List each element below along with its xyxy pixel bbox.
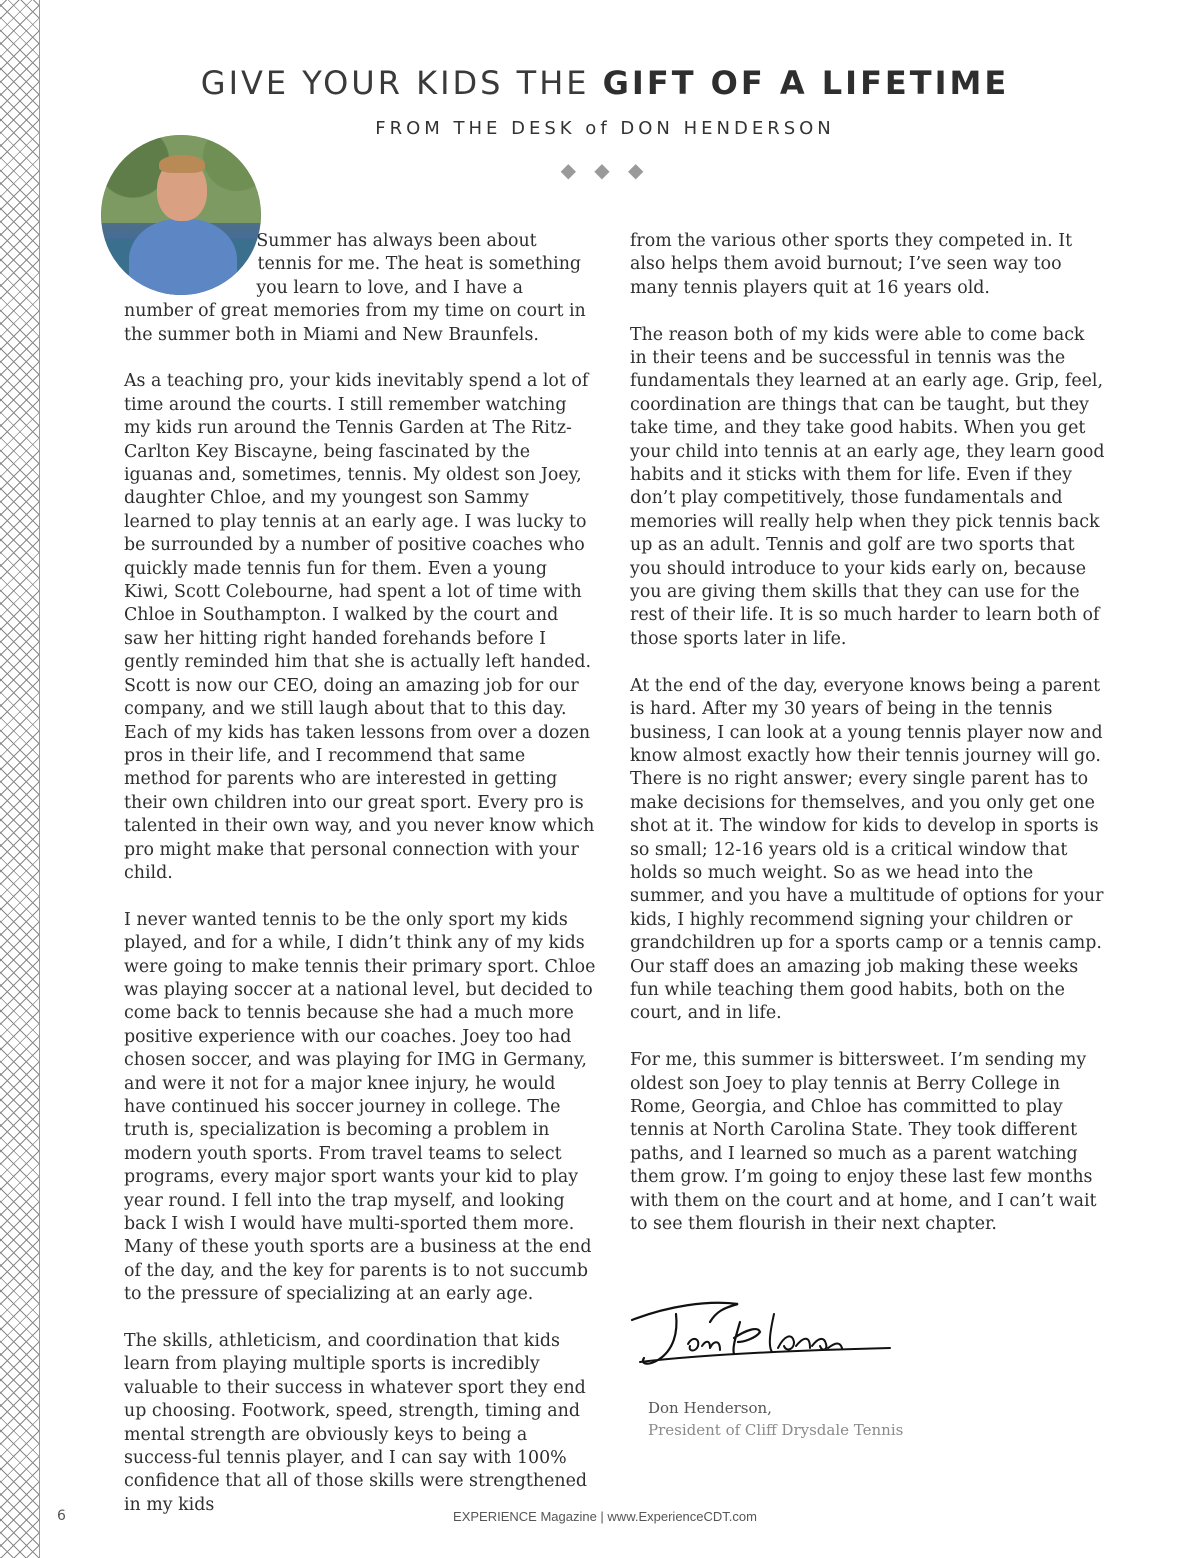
paragraph: The reason both of my kids were able to come back in their teens and be successful in tennis was the fundamentals they learned at an early age. Grip, feel, coordination are things that can be taught, but they take time, and they take good habits. When you get your child into tennis at an early age, they learn good habits and it sticks with them for life. Even if they don’t play competitively, those fundamentals and memories will really help when they pick tennis back up as an adult. Tennis and golf are two sports that you should introduce to your kids early on, because you are giving them skills that they can use for the rest of their life. It is so much harder to learn both of those sports later in life. — [630, 324, 1105, 649]
portrait-wrap-spacer — [124, 230, 274, 300]
paragraph: from the various other sports they competed in. It also helps them avoid burnout; I’ve seen way too many tennis players quit at 16 years old. — [630, 231, 1073, 298]
paragraph: For me, this summer is bittersweet. I’m sending my oldest son Joey to play tennis at Berry College in Rome, Georgia, and Chloe has committed to play tennis at North Carolina State. They took different paths, and I learned so much as a parent watching them grow. I’m going to enjoy these last few months with them on the court and at home, and I can’t wait to see them flourish in their next chapter. — [630, 1050, 1097, 1235]
page-footer: EXPERIENCE Magazine | www.ExperienceCDT.com — [453, 1509, 757, 1524]
right-column — [630, 230, 1105, 1260]
paragraph: As a teaching pro, your kids inevitably spend a lot of time around the courts. I still remember watching my kids run around the Tennis Garden at The Ritz-Carlton Key Biscayne, being fascinated by the iguanas and, sometimes, tennis. My oldest son Joey, daughter Chloe, and my youngest son Sammy learned to play tennis at an early age. I was lucky to be surrounded by a number of positive coaches who quickly made tennis fun for them. Even a young Kiwi, Scott Colebourne, had spent a lot of time with Chloe in Southampton. I walked by the court and saw her hitting right handed forehands before I gently reminded him that she is actually left handed. Scott is now our CEO, doing an amazing job for our company, and we still laugh about that to this day. Each of my kids has taken lessons from over a dozen pros in their life, and I recommend that same method for parents who are interested in getting their own children into our great sport. Every pro is talented in their own way, and you never know which pro might make that personal connection with your child. — [124, 371, 595, 883]
signatory-title: President of Cliff Drysdale Tennis — [648, 1421, 904, 1439]
portrait-hair — [159, 155, 205, 173]
page-number: 6 — [57, 1508, 66, 1524]
paragraph: The skills, athleticism, and coordination that kids learn from playing multiple sports is incredibly valuable to their success in whatever sport they end up choosing. Footwork, speed, strength, timing and mental strength are obviously keys to being a success-ful tennis player, and I can say with 100% confidence that all of those skills were strengthened in my kids — [124, 1331, 587, 1515]
signatory-name: Don Henderson, — [648, 1399, 772, 1417]
decorative-crosshatch-border — [0, 0, 40, 1558]
diamond-ornament-icon: ◆ ◆ ◆ — [560, 158, 650, 182]
paragraph: At the end of the day, everyone knows being a parent is hard. After my 30 years of being in the tennis business, I can look at a young tennis player now and know almost exactly how their tennis journey will go. There is no right answer; every single parent has to make decisions for themselves, and you only get one shot at it. The window for kids to develop in sports is so small; 12-16 years old is a critical window that holds so much weight. So as we head into the summer, and you have a multitude of options for your kids, I highly recommend signing your children or grandchildren up for a sports camp or a tennis camp. Our staff does an amazing job making these weeks fun while teaching them good habits, both on the court, and in life. — [630, 675, 1104, 1024]
paragraph: I never wanted tennis to be the only sport my kids played, and for a while, I didn’t think any of my kids were going to make tennis their primary sport. Chloe was playing soccer at a national level, but decided to come back to tennis because she had a much more positive experience with our coaches. Joey too had chosen soccer, and was playing for IMG in Germany, and were it not for a major knee injury, he would have continued his soccer journey in college. The truth is, specialization is becoming a problem in modern youth sports. From travel teams to select programs, every major sport wants your kid to play year round. I fell into the trap myself, and looking back I wish I would have multi-sported them more. Many of these youth sports are a business at the end of the day, and the key for parents is to not succumb to the pressure of specializing at an early age. — [124, 909, 596, 1305]
headline-regular: GIVE YOUR KIDS THE — [200, 64, 590, 102]
handwritten-signature — [628, 1292, 898, 1372]
headline-bold: GIFT OF A LIFETIME — [602, 64, 1010, 102]
byline: FROM THE DESK of DON HENDERSON — [375, 118, 835, 139]
paragraph: Summer has always been about tennis for me. The heat is something you learn to love, and I have a number of great memories from my time on court in the summer both in Miami and New Braunfels. — [124, 231, 586, 345]
left-column — [124, 230, 596, 1541]
page-headline — [40, 64, 1170, 102]
